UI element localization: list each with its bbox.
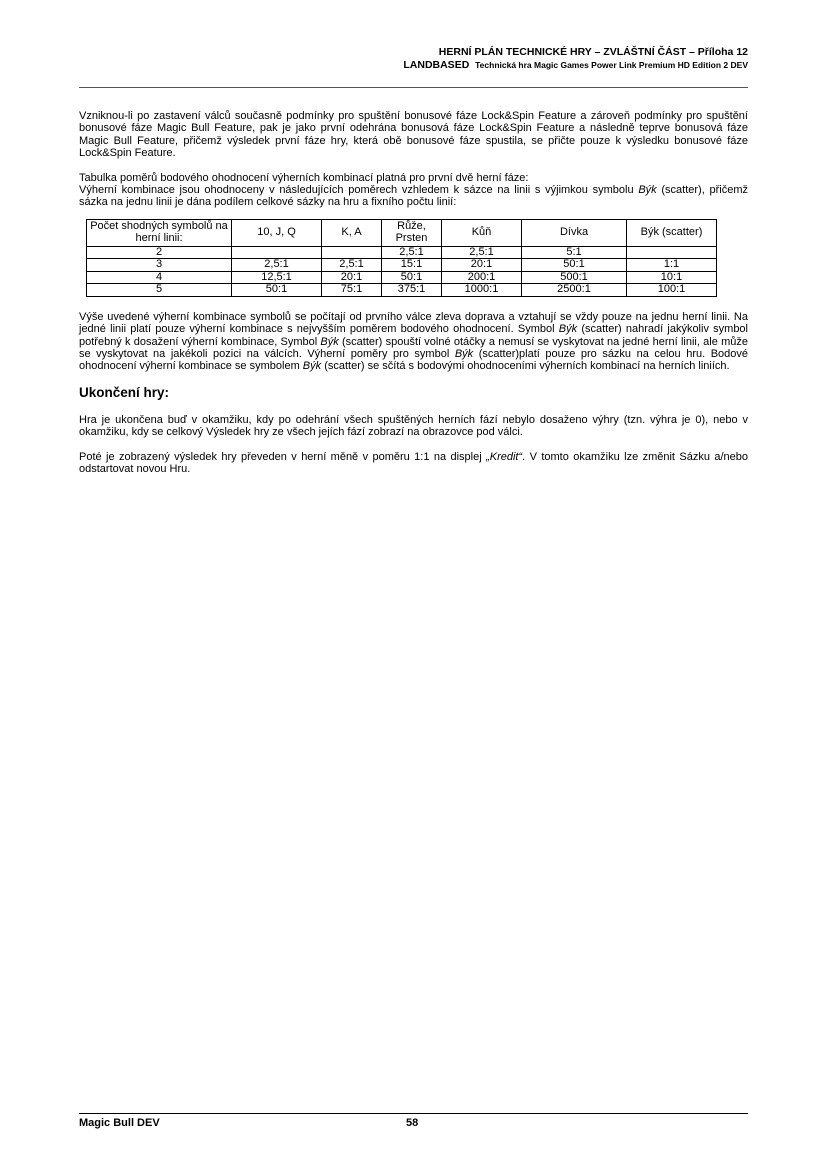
section-heading: Ukončení hry: — [79, 384, 170, 400]
header-divider — [79, 87, 748, 88]
table-cell: 1:1 — [627, 259, 717, 272]
text-segment: (scatter) spouští volné otáčky a nemusí se vyskytovat na jedné herní linii, ale může se vyskytovat na jakékoli pozici na válcích. Výherní poměry pro symbol — [79, 335, 748, 361]
footer-document-name: Magic Bull DEV — [79, 1117, 160, 1129]
text-segment: Býk — [302, 360, 322, 373]
header-subtitle — [403, 59, 748, 72]
text-segment: Poté je zobrazený výsledek hry převeden v herní měně v poměru 1:1 na displej — [79, 450, 487, 463]
table-cell: 375:1 — [382, 284, 442, 297]
text-segment: Vzniknou-li po zastavení válců současně podmínky pro spuštění bonusové fáze Lock&Spin Feature a zároveň podmínky pro spuštění bonusové fáze Magic Bull Feature, pak je jako první odehrána bonusová fáze Lock&Spin Feature a následně teprve bonusová fáze Magic Bull Feature, přičemž výsledek první fáze hry, která obě bonusové fáze spustila, se přičte pouze k výsledku bonusové fáze Lock&Spin Feature. — [79, 110, 748, 160]
header-game-name: Technická hra Magic Games Power Link Premium HD Edition 2 DEV — [475, 60, 748, 70]
table-header-row — [87, 219, 717, 246]
table-cell: 2 — [87, 246, 232, 259]
column-header: Dívka — [522, 219, 627, 246]
table-cell: 50:1 — [382, 271, 442, 284]
column-header: K, A — [322, 219, 382, 246]
table-row — [87, 246, 717, 259]
column-header: Kůň — [442, 219, 522, 246]
text-segment: (scatter) nahradí jakýkoliv symbol potřebný k dosažení výherní kombinace, Symbol — [79, 323, 748, 348]
text-segment: Býk — [320, 335, 339, 348]
table-cell: 20:1 — [442, 259, 522, 272]
table-cell: 75:1 — [322, 284, 382, 297]
table-cell — [627, 246, 717, 259]
table-row — [87, 271, 717, 284]
column-header: Býk (scatter) — [627, 219, 717, 246]
table-cell: 50:1 — [232, 284, 322, 297]
table-cell: 20:1 — [322, 271, 382, 284]
paragraph-table-intro — [79, 172, 748, 209]
column-header: 10, J, Q — [232, 219, 322, 246]
column-header: Počet shodných symbolů na herní linii: — [87, 219, 232, 246]
table-cell — [232, 246, 322, 259]
table-cell: 2,5:1 — [232, 259, 322, 272]
table-cell: 2,5:1 — [382, 246, 442, 259]
table-cell: 5 — [87, 284, 232, 297]
table-cell: 12,5:1 — [232, 271, 322, 284]
header-title: HERNÍ PLÁN TECHNICKÉ HRY – ZVLÁŠTNÍ ČÁST – Příloha 12 — [438, 46, 748, 58]
page-header — [403, 46, 748, 72]
payout-table — [86, 219, 717, 297]
table-cell: 200:1 — [442, 271, 522, 284]
table-cell: 100:1 — [627, 284, 717, 297]
paragraph-bonus-order — [79, 110, 748, 160]
text-segment: Hra je ukončena buď v okamžiku, kdy po odehrání všech spuštěných herních fází nebylo dosaženo výhry (tzn. výhra je 0), nebo v okamžiku, kdy se celkový Výsledek hry ze všech jejích fází zobrazí na obrazovce pod válci. — [79, 413, 748, 439]
table-row — [87, 284, 717, 297]
table-cell: 50:1 — [522, 259, 627, 272]
header-landbased: LANDBASED — [403, 59, 470, 71]
table-cell: 1000:1 — [442, 284, 522, 297]
table-cell: 10:1 — [627, 271, 717, 284]
text-segment: Býk — [638, 184, 657, 197]
table-cell: 3 — [87, 259, 232, 272]
paragraph-credit-transfer — [79, 451, 748, 476]
column-header: Růže, Prsten — [382, 219, 442, 246]
table-row — [87, 259, 717, 272]
table-cell: 15:1 — [382, 259, 442, 272]
table-cell: 500:1 — [522, 271, 627, 284]
text-segment: Tabulka poměrů bodového ohodnocení výherních kombinací platná pro první dvě herní fáze: — [79, 171, 529, 184]
table-cell: 5:1 — [522, 246, 627, 259]
text-segment: (scatter), přičemž sázka na jednu linii je dána podílem celkové sázky na hru a fixního počtu linií: — [79, 184, 748, 209]
text-segment: Býk — [558, 323, 578, 336]
text-segment: „Kredit“ — [486, 450, 523, 463]
text-segment: Výherní kombinace jsou ohodnoceny v následujících poměrech vzhledem k sázce na linii s výjimkou symbolu — [79, 184, 639, 197]
text-segment: Býk — [454, 348, 474, 361]
document-body — [79, 110, 748, 488]
text-segment: Výše uvedené výherní kombinace symbolů se počítají od prvního válce zleva doprava a vztahují se vždy pouze na jednu herní linii. Na jedné linii platí pouze výherní kombinace s nejvyšším poměrem bodového ohodnocení. Symbol — [79, 310, 748, 336]
table-cell — [322, 246, 382, 259]
text-segment: (scatter) se sčítá s bodovými ohodnoceními výherních kombinací na herních liniích. — [321, 360, 730, 373]
table-cell: 4 — [87, 271, 232, 284]
paragraph-game-end — [79, 414, 748, 439]
footer-divider — [79, 1113, 748, 1114]
text-segment: (scatter)platí pouze pro sázku na celou hru. Bodové ohodnocení výherní kombinace se symbolem — [79, 348, 749, 373]
page-number: 58 — [406, 1117, 419, 1129]
paragraph-win-rules — [79, 311, 748, 373]
table-cell: 2500:1 — [522, 284, 627, 297]
text-segment: . V tomto okamžiku lze změnit Sázku a/nebo odstartovat novou Hru. — [79, 450, 748, 476]
table-cell: 2,5:1 — [322, 259, 382, 272]
table-cell: 2,5:1 — [442, 246, 522, 259]
